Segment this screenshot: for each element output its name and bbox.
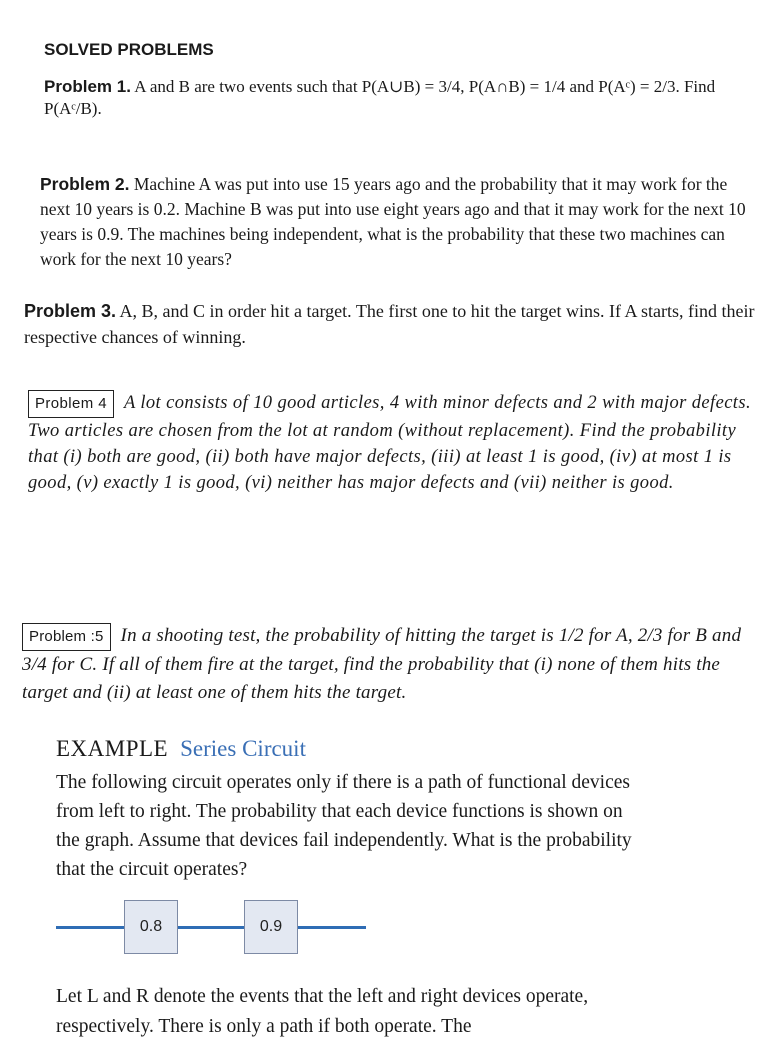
example-body: The following circuit operates only if there is a path of functional devices from left to right. The probability that each device functions is shown on the graph. Assume that devices fail independently. What is the probability that the circuit operates? bbox=[56, 772, 632, 880]
problem-3-text: A, B, and C in order hit a target. The first one to hit the target wins. If A starts, find their respective chances of winning. bbox=[24, 301, 755, 347]
example-heading bbox=[56, 736, 306, 762]
circuit-device-left: 0.8 bbox=[124, 900, 178, 954]
problem-5-text: In a shooting test, the probability of hitting the target is 1/2 for A, 2/3 for B and 3/4 for C. If all of them fire at the target, find the probability that (i) none of them hits the target and (ii) at least one of them hits the target. bbox=[22, 625, 742, 703]
problem-1-label: Problem 1. bbox=[44, 77, 131, 96]
problem-5-label: Problem :5 bbox=[22, 623, 111, 651]
example-followup-text: Let L and R denote the events that the left and right devices operate, respectively. There is only a path if both operate. The bbox=[56, 986, 589, 1037]
problem-4-text: A lot consists of 10 good articles, 4 with minor defects and 2 with major defects. Two articles are chosen from the lot at random (without replacement). Find the probability that (i) both are good, (ii) both have major defects, (iii) at least 1 is good, (iv) at most 1 is good, (v) exactly 1 is good, (vi) neither has major defects and (vii) neither is good. bbox=[28, 393, 751, 493]
series-circuit-diagram bbox=[56, 898, 376, 958]
example-title: Series Circuit bbox=[180, 736, 306, 761]
problem-2-text: Machine A was put into use 15 years ago and the probability that it may work for the next 10 years is 0.2. Machine B was put into use eight years ago and that it may work for the next 10 years is 0.9. The machines being independent, what is the probability that these two machines can work for the next 10 years? bbox=[40, 174, 746, 269]
problem-4 bbox=[28, 390, 758, 496]
problem-1 bbox=[44, 76, 744, 120]
problem-5 bbox=[22, 622, 752, 707]
problem-2 bbox=[40, 172, 750, 272]
circuit-device-right: 0.9 bbox=[244, 900, 298, 954]
problem-4-label: Problem 4 bbox=[28, 390, 114, 418]
problem-2-label: Problem 2. bbox=[40, 174, 130, 194]
page-heading: SOLVED PROBLEMS bbox=[44, 40, 214, 59]
problem-3-label: Problem 3. bbox=[24, 301, 117, 321]
problem-1-text: A and B are two events such that P(A∪B) = 3/4, P(A∩B) = 1/4 and P(Aᶜ) = 2/3. Find P(Aᶜ/B). bbox=[44, 77, 716, 118]
circuit-wire-right bbox=[298, 926, 366, 929]
problem-3 bbox=[24, 298, 764, 350]
circuit-wire-middle bbox=[178, 926, 244, 929]
example-label: EXAMPLE bbox=[56, 736, 169, 761]
circuit-wire-left bbox=[56, 926, 124, 929]
